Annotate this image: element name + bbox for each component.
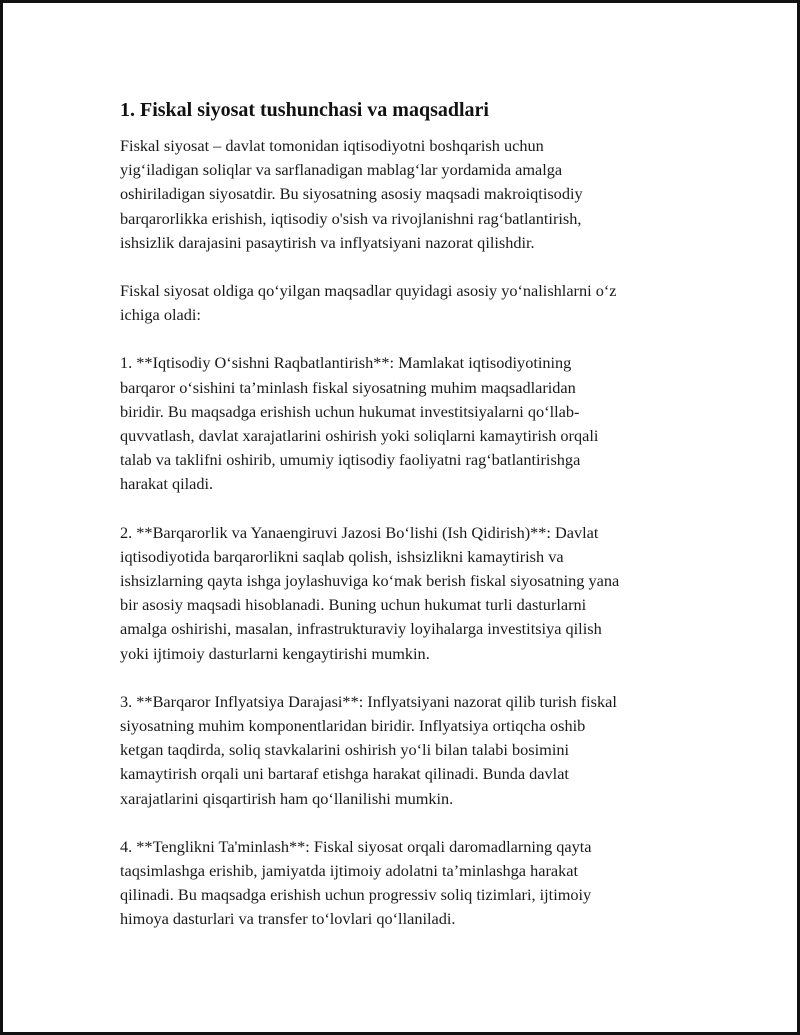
paragraph-intro — [120, 134, 688, 255]
text-line: ishsizlik darajasini pasaytirish va inflyatsiyani nazorat qilishdir. — [120, 232, 535, 252]
paragraph-goals-intro — [120, 279, 688, 327]
text-line: amalga oshirishi, masalan, infrastrukturaviy loyihalarga investitsiya qilish — [120, 619, 602, 639]
text-line: biridir. Bu maqsadga erishish uchun hukumat investitsiyalarni qo‘llab- — [120, 401, 580, 421]
text-line: yig‘iladigan soliqlar va sarflanadigan mablag‘lar yordamida amalga — [120, 160, 563, 180]
text-line: oshiriladigan siyosatdir. Bu siyosatning asosiy maqsadi makroiqtisodiy — [120, 184, 583, 204]
text-line: harakat qiladi. — [120, 474, 214, 494]
text-line: Fiskal siyosat oldiga qo‘yilgan maqsadlar quyidagi asosiy yo‘nalishlarni o‘z — [120, 281, 617, 301]
text-line: siyosatning muhim komponentlaridan biridir. Inflyatsiya ortiqcha oshib — [120, 716, 586, 736]
document-body — [120, 96, 688, 956]
text-line: qilinadi. Bu maqsadga erishish uchun progressiv soliq tizimlari, ijtimoiy — [120, 885, 592, 905]
text-line: 2. **Barqarorlik va Yanaengiruvi Jazosi Bo‘lishi (Ish Qidirish)**: Davlat — [120, 522, 599, 542]
text-line: Fiskal siyosat – davlat tomonidan iqtisodiyotni boshqarish uchun — [120, 136, 544, 155]
paragraph-goal-1 — [120, 351, 688, 496]
text-line: barqaror o‘sishini ta’minlash fiskal siyosatning muhim maqsadlaridan — [120, 377, 576, 397]
paragraph-goal-2 — [120, 521, 688, 666]
text-line: quvvatlash, davlat xarajatlarini oshirish yoki soliqlarni kamaytirish orqali — [120, 426, 599, 446]
text-line: 1. **Iqtisodiy O‘sishni Raqbatlantirish**: Mamlakat iqtisodiyotining — [120, 353, 572, 373]
text-line: barqarorlikka erishish, iqtisodiy o'sish va rivojlanishni rag‘batlantirish, — [120, 208, 582, 228]
text-line: bir asosiy maqsadi hisoblanadi. Buning uchun hukumat turli dasturlarni — [120, 595, 587, 615]
text-line: xarajatlarini qisqartirish ham qo‘llanilishi mumkin. — [120, 788, 454, 808]
text-line: kamaytirish orqali uni bartaraf etishga harakat qilinadi. Bunda davlat — [120, 764, 569, 784]
paragraph-goal-3 — [120, 690, 688, 811]
text-line: ichiga oladi: — [120, 305, 201, 325]
text-line: taqsimlashga erishib, jamiyatda ijtimoiy adolatni ta’minlashga harakat — [120, 861, 579, 881]
section-heading: 1. Fiskal siyosat tushunchasi va maqsadlari — [120, 99, 489, 121]
paragraph-goal-4 — [120, 835, 688, 932]
text-line: yoki ijtimoiy dasturlarni kengaytirishi mumkin. — [120, 643, 430, 663]
text-line: talab va taklifni oshirib, umumiy iqtisodiy faoliyatni rag‘batlantirishga — [120, 450, 581, 470]
text-line: himoya dasturlari va transfer to‘lovlari qo‘llaniladi. — [120, 909, 456, 929]
text-line: ketgan taqdirda, soliq stavkalarini oshirish yo‘li bilan talabi bosimini — [120, 740, 570, 760]
text-line: 4. **Tenglikni Ta'minlash**: Fiskal siyosat orqali daromadlarning qayta — [120, 836, 592, 856]
text-line: iqtisodiyotida barqarorlikni saqlab qolish, ishsizlikni kamaytirish va — [120, 546, 564, 566]
text-line: 3. **Barqaror Inflyatsiya Darajasi**: Inflyatsiyani nazorat qilib turish fiskal — [120, 691, 617, 711]
text-line: ishsizlarning qayta ishga joylashuviga ko‘mak berish fiskal siyosatning yana — [120, 571, 620, 591]
